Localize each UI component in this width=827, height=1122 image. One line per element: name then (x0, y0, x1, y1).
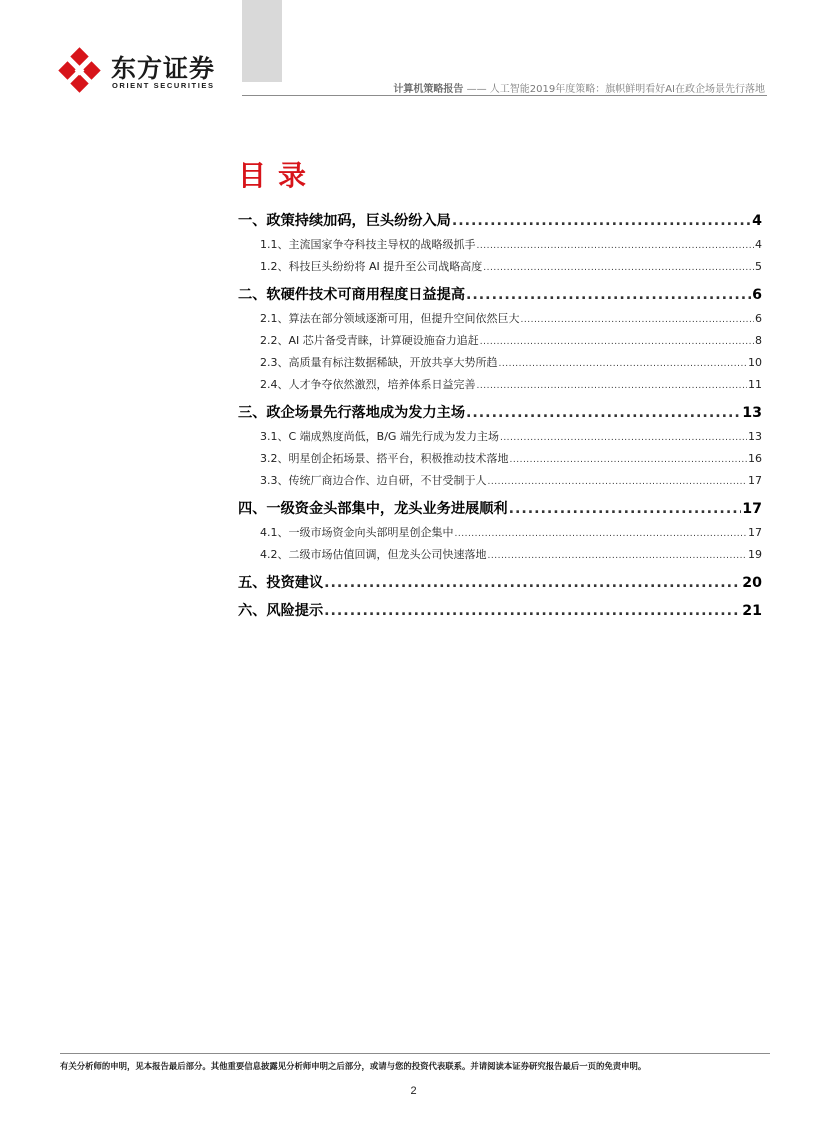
toc-entry-text: 五、投资建议 (238, 575, 324, 591)
toc-leader-dots (509, 501, 742, 517)
toc-leader-dots (510, 455, 748, 465)
toc-entry-6[interactable] (238, 600, 762, 620)
toc-entry-text: 六、风险提示 (238, 603, 324, 619)
toc-leader-dots (521, 315, 755, 325)
header-separator: —— (466, 84, 487, 95)
toc-leader-dots (477, 241, 755, 251)
brand-name-en: ORIENT SECURITIES (112, 81, 215, 90)
toc-entry-4-1[interactable] (260, 524, 762, 540)
toc-entry-text: 四、一级资金头部集中，龙头业务进展顺利 (238, 501, 508, 517)
toc-entry-page: 13 (748, 430, 762, 443)
toc-entry-text: 3.1、C 端成熟度尚低，B/G 端先行成为发力主场 (260, 430, 499, 443)
toc-entry-page: 16 (748, 452, 762, 465)
toc-entry-text: 2.2、AI 芯片备受青睐，计算硬设施奋力追赶 (260, 334, 479, 347)
toc-entry-text: 三、政企场景先行落地成为发力主场 (238, 405, 466, 421)
toc-leader-dots (466, 405, 741, 421)
toc-leader-dots (466, 287, 751, 303)
toc-entry-page: 6 (755, 312, 762, 325)
toc-entry-page: 17 (748, 474, 762, 487)
toc-entry-page: 20 (742, 575, 762, 591)
toc-entry-text: 1.1、主流国家争夺科技主导权的战略级抓手 (260, 238, 476, 251)
toc-entry-1-2[interactable] (260, 258, 762, 274)
toc-entry-page: 17 (748, 526, 762, 539)
toc-entry-page: 5 (755, 260, 762, 273)
toc-entry-page: 6 (752, 287, 762, 303)
toc-entry-page: 21 (742, 603, 762, 619)
toc-entry-page: 19 (748, 548, 762, 561)
toc-entry-3-1[interactable] (260, 428, 762, 444)
page-number: 2 (410, 1085, 417, 1097)
header-rule (242, 95, 767, 96)
toc-entry-page: 11 (748, 378, 762, 391)
toc-entry-4[interactable] (238, 498, 762, 518)
toc-entry-page: 10 (748, 356, 762, 369)
toc-entry-text: 1.2、科技巨头纷纷将 AI 提升至公司战略高度 (260, 260, 483, 273)
toc-entry-text: 4.2、二级市场估值回调，但龙头公司快速落地 (260, 548, 487, 561)
toc-entry-page: 4 (755, 238, 762, 251)
toc-entry-1-1[interactable] (260, 236, 762, 252)
toc-entry-1[interactable] (238, 210, 762, 230)
toc-leader-dots (488, 477, 748, 487)
toc-entry-text: 一、政策持续加码，巨头纷纷入局 (238, 213, 451, 229)
toc-entry-text: 2.4、人才争夺依然激烈，培养体系日益完善 (260, 378, 476, 391)
toc-entry-text: 3.2、明星创企拓场景、搭平台，积极推动技术落地 (260, 452, 509, 465)
footer-disclaimer: 有关分析师的申明，见本报告最后部分。其他重要信息披露见分析师申明之后部分，或请与您的投资代表联系。并请阅读本证券研究报告最后一页的免责申明。 (60, 1061, 647, 1071)
toc-entry-3-3[interactable] (260, 472, 762, 488)
toc-leader-dots (483, 263, 754, 273)
toc-entry-2[interactable] (238, 284, 762, 304)
footer-rule (60, 1053, 770, 1054)
toc-entry-text: 2.3、高质量有标注数据稀缺，开放共享大势所趋 (260, 356, 498, 369)
toc-entry-page: 8 (755, 334, 762, 347)
header-grey-tab (242, 0, 282, 82)
toc-entry-3-2[interactable] (260, 450, 762, 466)
toc-entry-page: 4 (752, 213, 762, 229)
running-header (393, 80, 765, 95)
toc-entry-2-4[interactable] (260, 376, 762, 392)
toc-leader-dots (477, 381, 748, 391)
brand-logo-icon (58, 47, 106, 95)
toc-entry-text: 二、软硬件技术可商用程度日益提高 (238, 287, 466, 303)
toc-entry-page: 17 (742, 501, 762, 517)
toc-leader-dots (500, 433, 747, 443)
toc-leader-dots (488, 551, 748, 561)
toc-leader-dots (480, 337, 754, 347)
toc-entry-4-2[interactable] (260, 546, 762, 562)
toc-entry-3[interactable] (238, 402, 762, 422)
toc-entry-2-2[interactable] (260, 332, 762, 348)
toc-entry-page: 13 (742, 405, 762, 421)
toc-entry-text: 2.1、算法在部分领域逐渐可用，但提升空间依然巨大 (260, 312, 520, 325)
report-type: 计算机策略报告 (393, 84, 464, 95)
toc-entry-text: 3.3、传统厂商边合作、边自研，不甘受制于人 (260, 474, 487, 487)
toc-entry-text: 4.1、一级市场资金向头部明星创企集中 (260, 526, 454, 539)
toc-entry-2-1[interactable] (260, 310, 762, 326)
report-title: 人工智能2019年度策略：旗帜鲜明看好AI在政企场景先行落地 (489, 84, 765, 95)
toc-title: 目录 (238, 159, 319, 192)
toc-leader-dots (452, 213, 751, 229)
brand-logo (58, 47, 228, 95)
toc-entry-5[interactable] (238, 572, 762, 592)
toc-leader-dots (324, 603, 741, 619)
toc-entry-2-3[interactable] (260, 354, 762, 370)
toc-leader-dots (324, 575, 741, 591)
toc-leader-dots (499, 359, 748, 369)
toc-leader-dots (455, 529, 748, 539)
brand-name-cn: 东方证券 (111, 54, 216, 83)
